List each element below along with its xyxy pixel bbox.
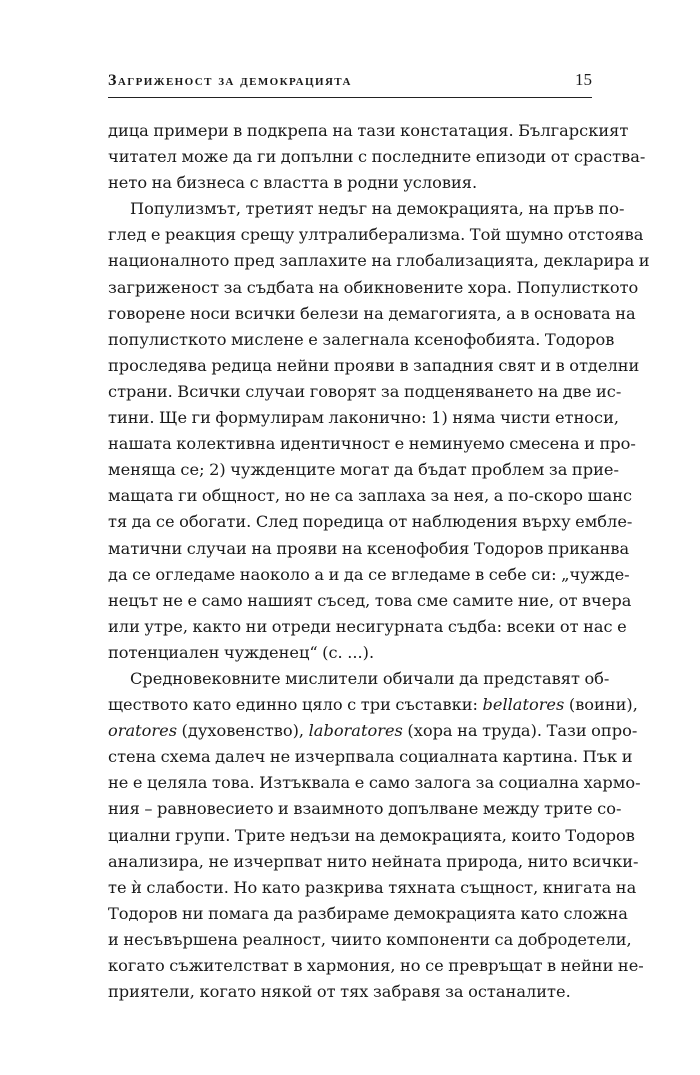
page-number: 15: [575, 70, 592, 89]
paragraph-2: [108, 196, 650, 666]
header-rule: [108, 97, 592, 98]
text-line: Средновековните мислители обичали да представят об-: [130, 668, 610, 688]
text-line: глед е реакция срещу ултралиберализма. Той шумно отстоява: [108, 225, 644, 245]
body-text: [108, 118, 650, 1005]
text-line: читател може да ги допълни с последните епизоди от сраства-: [108, 147, 646, 167]
text-line: [108, 692, 638, 718]
running-header: [108, 70, 592, 90]
latin-term-bellatores: bellatores: [482, 695, 565, 715]
text-line: нето на бизнеса с властта в родни условия.: [108, 173, 478, 193]
text-line: приятели, когато някой от тях забравя за останалите.: [108, 982, 571, 1002]
text-line: Тодоров ни помага да разбираме демокрацията като сложна: [108, 903, 628, 923]
text-line: нашата колективна идентичност е неминуемо смесена и про-: [108, 434, 636, 454]
text-run: ществото като единно цяло с три съставки:: [108, 695, 483, 715]
text-line: загриженост за съдбата на обикновените хора. Популисткото: [108, 277, 639, 297]
text-line: ния – равновесието и взаимното допълване между трите со-: [108, 799, 622, 819]
text-line: проследява редица нейни прояви в западния свят и в отделни: [108, 355, 640, 375]
text-line: или утре, както ни отреди несигурната съдба: всеки от нас е: [108, 616, 627, 636]
text-line: популисткото мислене е залегнала ксенофобията. Тодоров: [108, 329, 615, 349]
text-line: нецът не е само нашият съсед, това сме самите ние, от вчера: [108, 590, 632, 610]
text-line: и несъвършена реалност, чиито компоненти са добродетели,: [108, 929, 632, 949]
text-line: дица примери в подкрепа на тази констатация. Българският: [108, 121, 629, 140]
text-line: мащата ги общност, но не са заплаха за нея, а по-скоро шанс: [108, 486, 633, 506]
paragraph-1: [108, 118, 646, 196]
text-line: меняща се; 2) чужденците могат да бъдат проблем за прие-: [108, 460, 619, 480]
text-line: говорене носи всички белези на демагогията, а в основата на: [108, 303, 636, 323]
text-line: тя да се обогати. След поредица от наблюдения върху ембле-: [108, 512, 633, 532]
text-line: тини. Ще ги формулирам лаконично: 1) няма чисти етноси,: [108, 408, 620, 428]
text-line: матични случаи на прояви на ксенофобия Тодоров приканва: [108, 538, 630, 558]
text-line: анализира, не изчерпват нито нейната природа, нито всички-: [108, 851, 639, 871]
text-line: не е целяла това. Изтъквала е само залога за социална хармо-: [108, 773, 641, 793]
text-line: [108, 718, 638, 744]
text-line: да се огледаме наоколо а и да се вгледаме в себе си: „чужде-: [108, 564, 630, 584]
running-title: Загриженост за демокрацията: [108, 72, 352, 89]
latin-term-oratores: oratores: [108, 721, 178, 741]
text-line: когато съжителстват в хармония, но се превръщат в нейни не-: [108, 956, 644, 975]
text-line: потенциален чужденец“ (с. ...).: [108, 642, 375, 662]
text-line: те ѝ слабости. Но като разкрива тяхната същност, книгата на: [108, 877, 637, 897]
text-line: Популизмът, третият недъг на демокрацията, на пръв по-: [130, 199, 625, 219]
text-line: националното пред заплахите на глобализацията, декларира и: [108, 251, 650, 271]
text-run: (воини),: [564, 695, 638, 715]
text-line: страни. Всички случаи говорят за подценяването на две ис-: [108, 381, 622, 401]
latin-term-laboratores: laboratores: [308, 721, 403, 741]
text-run: (хора на труда). Тази опро-: [402, 721, 638, 741]
text-line: циални групи. Трите недъзи на демокрацията, които Тодоров: [108, 825, 635, 845]
text-line: стена схема далеч не изчерпвала социалната картина. Пък и: [108, 747, 633, 767]
text-run: (духовенство),: [177, 721, 309, 741]
paragraph-3: [108, 666, 644, 1005]
